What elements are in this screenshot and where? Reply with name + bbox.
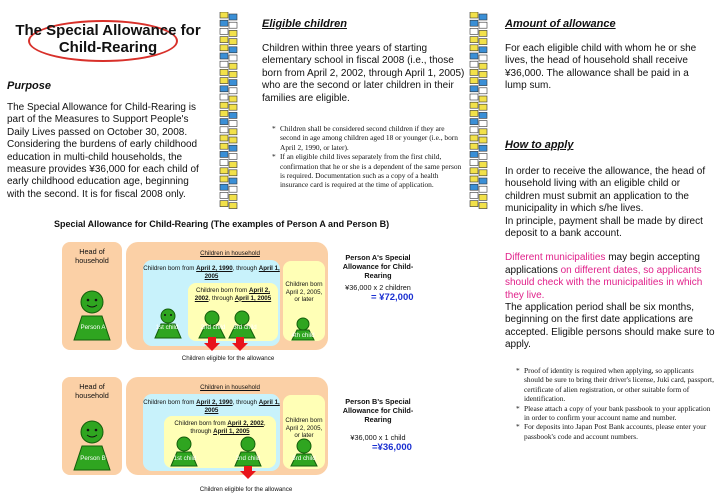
chain-link: [229, 71, 237, 77]
chain-link: [479, 88, 487, 94]
apply-body: [505, 166, 717, 352]
chain-link: [479, 153, 487, 159]
apply-text-2: In principle, payment shall be made by direct deposit to a bank account.: [505, 215, 703, 240]
chain-link: [229, 30, 237, 36]
chain-link: [479, 63, 487, 69]
arrow-a-1: [208, 337, 216, 343]
apply-text-1: In order to receive the allowance, the head of household living with an eligible child or children must submit an application to the municipality in which s/he lives.: [505, 166, 706, 215]
examples-heading: Special Allowance for Child-Rearing (The examples of Person A and Person B): [54, 219, 390, 229]
chain-link: [479, 121, 487, 127]
chain-link: [220, 192, 228, 198]
chain-link: [229, 55, 237, 61]
title-line-1: The Special Allowance for: [15, 22, 201, 39]
chain-link: [220, 160, 228, 166]
chain-link: [470, 37, 478, 43]
later-box-a: Children born April 2, 2005, or later: [283, 261, 325, 341]
chain-link: [479, 186, 487, 192]
chain-link: [479, 71, 487, 77]
chain-link: [479, 55, 487, 61]
chain-link: [229, 14, 237, 20]
chain-link: [229, 80, 237, 86]
person-b-figure: [74, 421, 110, 470]
person-a-calc: ¥36,000 x 2 children: [345, 283, 411, 292]
chain-link: [220, 110, 228, 116]
chain-link: [470, 143, 478, 149]
chain-link: [220, 45, 228, 51]
chain-link: [220, 143, 228, 149]
chain-link: [220, 53, 228, 59]
child-1-label-a: 1st child: [155, 324, 179, 331]
chain-link: [470, 28, 478, 34]
chain-link: [220, 168, 228, 174]
head-of-household-b: Head of household: [62, 377, 122, 475]
later-box-b: Children born April 2, 2005, or later: [283, 395, 325, 469]
eligible-caption-a: Children eligible for the allowance: [181, 355, 275, 362]
chain-link: [220, 184, 228, 190]
chain-link: [229, 47, 237, 53]
person-b-side-title: Person B's Special Allowance for Child-Rearing: [342, 397, 414, 424]
chain-link: [220, 61, 228, 67]
chain-link: [479, 112, 487, 118]
range-box-b: Children born from April 2, 1990, through April 1, 2005: [143, 394, 280, 471]
chain-link: [479, 194, 487, 200]
arrow-b: [244, 466, 252, 471]
children-label-a: Children in household: [200, 250, 260, 257]
chain-link: [479, 203, 487, 209]
chain-link: [470, 94, 478, 100]
chain-link: [229, 170, 237, 176]
chain-link: [479, 145, 487, 151]
apply-note: * For deposits into Japan Post Bank accounts, please enter your passbook's code and account numbers.: [516, 422, 707, 441]
person-b-calc: ¥36,000 x 1 child: [350, 433, 406, 442]
chain-link: [470, 110, 478, 116]
range-box-a: Children born from April 2, 1990, through April 1, 2005: [143, 260, 280, 346]
chain-link: [229, 22, 237, 28]
chain-link: [470, 78, 478, 84]
eligible-heading: Eligible children: [262, 18, 347, 30]
chain-link: [229, 145, 237, 151]
chain-link: [229, 153, 237, 159]
eligible-caption-b: Children eligible for the allowance: [199, 486, 293, 493]
chain-link: [470, 151, 478, 157]
children-label-b: Children in household: [200, 384, 260, 391]
chain-link: [220, 119, 228, 125]
chain-link: [229, 104, 237, 110]
chain-link: [229, 203, 237, 209]
eligible-notes: [272, 124, 462, 190]
person-a-label: Person A: [80, 324, 106, 331]
title-line-2: Child-Rearing: [58, 39, 158, 56]
purpose-text: The Special Allowance for Child-Rearing is part of the Measures to Support People's Daily Lives passed on October 30, 2008. Considering the burdens of early childhood education in multi-child households, the measure provides ¥36,000 for each child of early childhood education age, beginning with the second. It is for fiscal 2008 only.: [7, 102, 199, 200]
amount-text: For each eligible child with whom he or she lives, the head of household shall receive ¥36,000. The allowance shall be paid in a lump sum.: [505, 43, 697, 92]
apply-text-3: The application period shall be six months, beginning on the first date applications are accepted. Eligible persons should make sure to apply.: [505, 302, 715, 351]
apply-note: * Proof of identity is required when applying, so applicants should be sure to bring their driver's license, Juki card, passport, certificate of alien registration, or other suitable form of identification.: [516, 366, 714, 404]
apply-heading: How to apply: [505, 139, 574, 151]
chain-link: [229, 162, 237, 168]
chain-link: [470, 86, 478, 92]
chain-link: [220, 135, 228, 141]
chain-link: [479, 22, 487, 28]
chain-link: [220, 20, 228, 26]
arrow-a-2: [236, 337, 244, 343]
eligible-text: Children within three years of starting elementary school in fiscal 2008 (i.e., those born from April 2, 2002, through April 1, 2005) who are the second or later children in their families are eligible.: [262, 43, 465, 104]
chain-link: [470, 176, 478, 182]
apply-notes: [516, 366, 714, 441]
chain-link: [220, 28, 228, 34]
child-3-label-a: 3rd child: [233, 324, 257, 331]
chain-link: [470, 184, 478, 190]
person-b-result: =¥36,000: [372, 442, 412, 453]
chain-link: [220, 94, 228, 100]
child-2-label-b: 2nd child: [235, 455, 261, 462]
chain-link: [220, 37, 228, 43]
chain-link: [470, 53, 478, 59]
chain-link: [229, 121, 237, 127]
eligible-range-box-b: Children born from April 2, 2002, through April 1, 2005: [164, 416, 276, 468]
chain-link: [470, 20, 478, 26]
chain-link: [470, 102, 478, 108]
chain-link: [470, 45, 478, 51]
head-of-household-a: Head of household: [62, 242, 122, 350]
chain-link: [479, 170, 487, 176]
chain-link: [470, 192, 478, 198]
chain-link: [229, 194, 237, 200]
apply-note: * Please attach a copy of your bank passbook to your application in order to confirm your account name and number.: [516, 403, 711, 423]
chain-link: [220, 201, 228, 207]
chain-link: [479, 129, 487, 135]
chain-link: [479, 39, 487, 45]
chain-link: [229, 186, 237, 192]
person-b-label: Person B: [80, 455, 106, 462]
page-title: [2, 18, 214, 68]
chain-link: [470, 201, 478, 207]
chain-link: [220, 12, 228, 18]
chain-link: [479, 178, 487, 184]
chain-link: [479, 80, 487, 86]
chain-link: [229, 129, 237, 135]
chain-link: [470, 127, 478, 133]
chain-link: [470, 135, 478, 141]
child-3-label-b: 3rd child: [292, 455, 316, 462]
chain-link: [229, 96, 237, 102]
chain-link: [479, 14, 487, 20]
chain-link: [479, 96, 487, 102]
chain-link: [220, 78, 228, 84]
figures-b: [60, 420, 330, 474]
child-4-label-a: 4th child: [291, 332, 315, 339]
chain-link: [229, 137, 237, 143]
chain-link: [470, 160, 478, 166]
chain-link: [229, 88, 237, 94]
person-a-figure: [74, 291, 110, 340]
chain-link: [229, 63, 237, 69]
chain-link: [220, 69, 228, 75]
chain-link: [220, 151, 228, 157]
child-1-label-b: 1st child: [173, 455, 197, 462]
child-2-label-a: 2nd child: [200, 324, 226, 331]
chain-link: [220, 86, 228, 92]
chain-link: [479, 47, 487, 53]
decorative-chain-right: [468, 12, 490, 212]
chain-link: [479, 137, 487, 143]
chain-link: [470, 61, 478, 67]
chain-link: [470, 119, 478, 125]
amount-heading: Amount of allowance: [505, 18, 616, 30]
chain-link: [220, 176, 228, 182]
chain-link: [229, 39, 237, 45]
person-a-side-title: Person A's Special Allowance for Child-Rearing: [342, 253, 414, 280]
chain-link: [470, 12, 478, 18]
chain-link: [229, 112, 237, 118]
chain-link: [220, 102, 228, 108]
chain-link: [220, 127, 228, 133]
title-text: [2, 22, 214, 56]
decorative-chain-left: [218, 12, 240, 212]
eligible-note: * If an eligible child lives separately from the first child, confirmation that he or she is a dependent of the same person is required. Documentation such as a copy of a health insurance card is required at the time of application.: [272, 152, 462, 190]
chain-link: [470, 168, 478, 174]
chain-link: [479, 104, 487, 110]
purpose-heading: Purpose: [7, 80, 52, 92]
person-a-result: = ¥72,000: [371, 292, 414, 303]
chain-link: [470, 69, 478, 75]
eligible-range-box-a: Children born from April 2, 2002, through April 1, 2005: [188, 283, 278, 341]
chain-link: [479, 30, 487, 36]
apply-dates: Different municipalities may begin accepting applications on different dates, so applicants should check with the municipalities in which they live.: [505, 252, 703, 301]
chain-link: [479, 162, 487, 168]
chain-link: [229, 178, 237, 184]
eligible-note: * Children shall be considered second children if they are second in age among children aged 18 or younger (i.e., born April 2, 1990, or later).: [272, 124, 458, 152]
